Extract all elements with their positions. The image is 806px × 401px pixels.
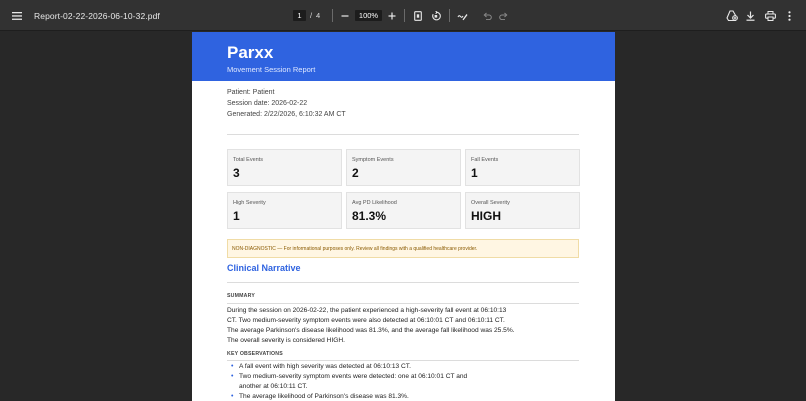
notice-text: NON-DIAGNOSTIC — For informational purposes only. Review all findings with a qualified healthcare provider.: [232, 246, 478, 252]
stat-card-total-events: [227, 149, 342, 186]
list-item: • A fall event with high severity was detected at 06:10:13 CT.: [231, 362, 491, 372]
stat-value: HIGH: [471, 209, 501, 223]
redo-icon[interactable]: [498, 0, 508, 31]
toolbar-divider: [449, 9, 450, 22]
draw-annotation-icon[interactable]: [456, 0, 468, 31]
divider: [227, 303, 579, 304]
summary-paragraph: During the session on 2026-02-22, the patient experienced a high-severity fall event at 06:10:13 CT. Two medium-severity symptom events were also detected at 06:10:01 CT and 06:10:11 CT. The average Parkinson's disease likelihood was 81.3%, and the average fall likelihood was 25.5%. The overall severity is considered HIGH.: [227, 307, 515, 344]
divider: [227, 134, 579, 135]
stat-value: 81.3%: [352, 209, 387, 223]
stat-value: 3: [233, 166, 240, 180]
page-number-input[interactable]: 1: [293, 10, 306, 21]
session-date-line: Session date: 2026-02-22: [227, 100, 308, 107]
drive-save-icon[interactable]: [725, 0, 738, 31]
stat-label: Avg PD Likelihood: [352, 200, 397, 206]
pdf-toolbar: [0, 0, 806, 31]
document-title: Report-02-22-2026-06-10-32.pdf: [34, 10, 160, 21]
stat-card-avg-pd-likelihood: [346, 192, 461, 229]
stat-label: High Severity: [233, 200, 266, 206]
report-header-banner: [192, 32, 615, 81]
list-item: • The average likelihood of Parkinson's disease was 81.3%.: [231, 392, 491, 401]
report-subtitle: Movement Session Report: [227, 65, 316, 74]
generated-line: Generated: 2/22/2026, 6:10:32 AM CT: [227, 111, 346, 118]
rotate-icon[interactable]: [430, 0, 441, 31]
menu-icon[interactable]: [11, 0, 23, 31]
download-icon[interactable]: [745, 0, 756, 31]
patient-line: Patient: Patient: [227, 89, 275, 96]
stat-value: 2: [352, 166, 359, 180]
summary-heading: SUMMARY: [227, 293, 256, 299]
divider: [227, 282, 579, 283]
stat-label: Total Events: [233, 157, 263, 163]
stat-value: 1: [233, 209, 240, 223]
stat-label: Fall Events: [471, 157, 499, 163]
stat-value: 1: [471, 166, 478, 180]
toolbar-divider: [332, 9, 333, 22]
zoom-input[interactable]: 100%: [355, 10, 382, 21]
list-item: • Two medium-severity symptom events were detected: one at 06:10:01 CT and another at 06:10:11 CT.: [231, 372, 491, 392]
stat-card-overall-severity: [465, 192, 580, 229]
zoom-in-icon[interactable]: [387, 0, 397, 31]
divider: [227, 360, 579, 361]
more-options-icon[interactable]: [785, 0, 793, 31]
zoom-out-icon[interactable]: [340, 0, 350, 31]
observations-list: [231, 362, 491, 401]
non-diagnostic-notice: [227, 239, 579, 258]
stat-label: Symptom Events: [352, 157, 394, 163]
page-separator: /: [310, 11, 313, 20]
stat-label: Overall Severity: [471, 200, 510, 206]
clinical-narrative-heading: Clinical Narrative: [227, 263, 301, 273]
fit-page-icon[interactable]: [413, 0, 423, 31]
print-icon[interactable]: [764, 0, 776, 31]
stat-card-symptom-events: [346, 149, 461, 186]
stat-card-high-severity: [227, 192, 342, 229]
pdf-page: [192, 32, 615, 401]
undo-icon[interactable]: [482, 0, 492, 31]
brand-name: Parxx: [227, 43, 274, 62]
stat-card-fall-events: [465, 149, 580, 186]
toolbar-divider: [404, 9, 405, 22]
key-observations-heading: KEY OBSERVATIONS: [227, 351, 283, 357]
page-total: 4: [316, 11, 321, 20]
